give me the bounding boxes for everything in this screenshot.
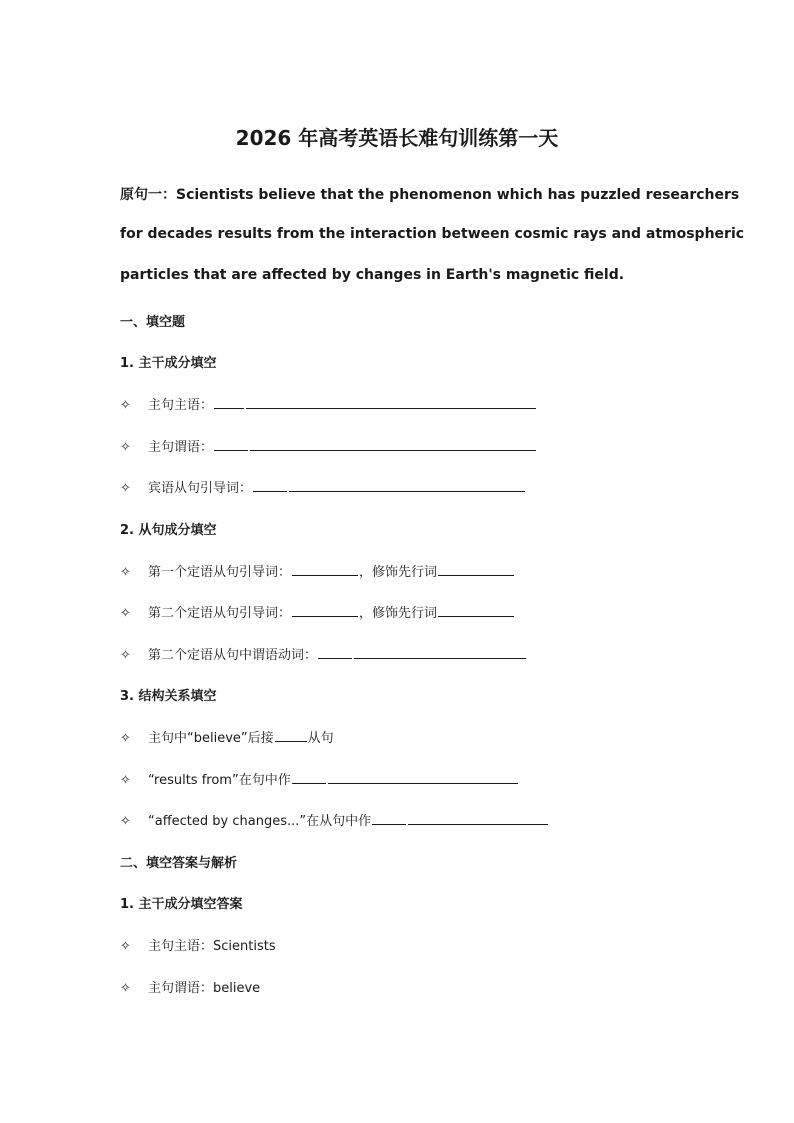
part3-heading: 3. 结构关系填空 [120,689,217,704]
answer-blank[interactable] [292,770,326,784]
item-label: 主句谓语： [148,440,214,455]
item-label: 第二个定语从句引导词： [148,606,292,621]
list-item [120,769,519,788]
list-item [120,602,515,621]
sentence-line-1: 原句一：Scientists believe that the phenomenon which has puzzled researchers [120,187,740,203]
list-item [120,935,276,954]
answer-blank[interactable] [214,395,244,409]
answer-blank[interactable] [328,770,518,784]
answer-blank[interactable] [246,395,536,409]
item-label: “affected by changes...”在从句中作 [148,814,372,829]
answer-blank[interactable] [253,478,287,492]
diamond-bullet-icon: ✧ [120,814,131,829]
answers-part1-heading: 1. 主干成分填空答案 [120,897,243,912]
answer-text: 主句谓语：believe [148,981,261,996]
list-item [120,727,334,746]
list-item [120,477,526,496]
list-item [120,561,515,580]
answer-blank[interactable] [438,562,514,576]
answer-blank[interactable] [372,811,406,825]
item-label: 第二个定语从句中谓语动词： [148,648,318,663]
list-item [120,394,537,413]
diamond-bullet-icon: ✧ [120,440,131,455]
answer-blank[interactable] [318,645,352,659]
sentence-line-3: particles that are affected by changes in Earth's magnetic field. [120,267,625,283]
answer-blank[interactable] [289,478,525,492]
answer-text: 主句主语：Scientists [148,939,276,954]
answer-blank[interactable] [292,562,358,576]
part2-heading: 2. 从句成分填空 [120,523,217,538]
answer-blank[interactable] [354,645,526,659]
item-label-suffix: ，修饰先行词 [359,565,438,580]
section2-heading: 二、填空答案与解析 [120,856,238,871]
diamond-bullet-icon: ✧ [120,773,131,788]
item-label-suffix: 从句 [307,731,334,746]
list-item [120,644,527,663]
list-item [120,810,549,829]
answer-blank[interactable] [275,728,307,742]
answer-blank[interactable] [408,811,548,825]
part1-heading: 1. 主干成分填空 [120,356,217,371]
item-label: 主句中“believe”后接 [148,731,274,746]
diamond-bullet-icon: ✧ [120,981,131,996]
item-label: 主句主语： [148,398,214,413]
list-item [120,436,537,455]
item-label: “results from”在句中作 [148,773,291,788]
diamond-bullet-icon: ✧ [120,648,131,663]
item-label-suffix: ，修饰先行词 [359,606,438,621]
list-item [120,977,260,996]
diamond-bullet-icon: ✧ [120,481,131,496]
item-label: 宾语从句引导词： [148,481,253,496]
section1-heading: 一、填空题 [120,315,186,330]
diamond-bullet-icon: ✧ [120,939,131,954]
diamond-bullet-icon: ✧ [120,606,131,621]
item-label: 第一个定语从句引导词： [148,565,292,580]
diamond-bullet-icon: ✧ [120,731,131,746]
answer-blank[interactable] [250,437,536,451]
answer-blank[interactable] [292,603,358,617]
answer-blank[interactable] [214,437,248,451]
sentence-line-2: for decades results from the interaction between cosmic rays and atmospheric [120,226,745,242]
answer-blank[interactable] [438,603,514,617]
page-title: 2026 年高考英语长难句训练第一天 [235,126,559,150]
diamond-bullet-icon: ✧ [120,398,131,413]
diamond-bullet-icon: ✧ [120,565,131,580]
